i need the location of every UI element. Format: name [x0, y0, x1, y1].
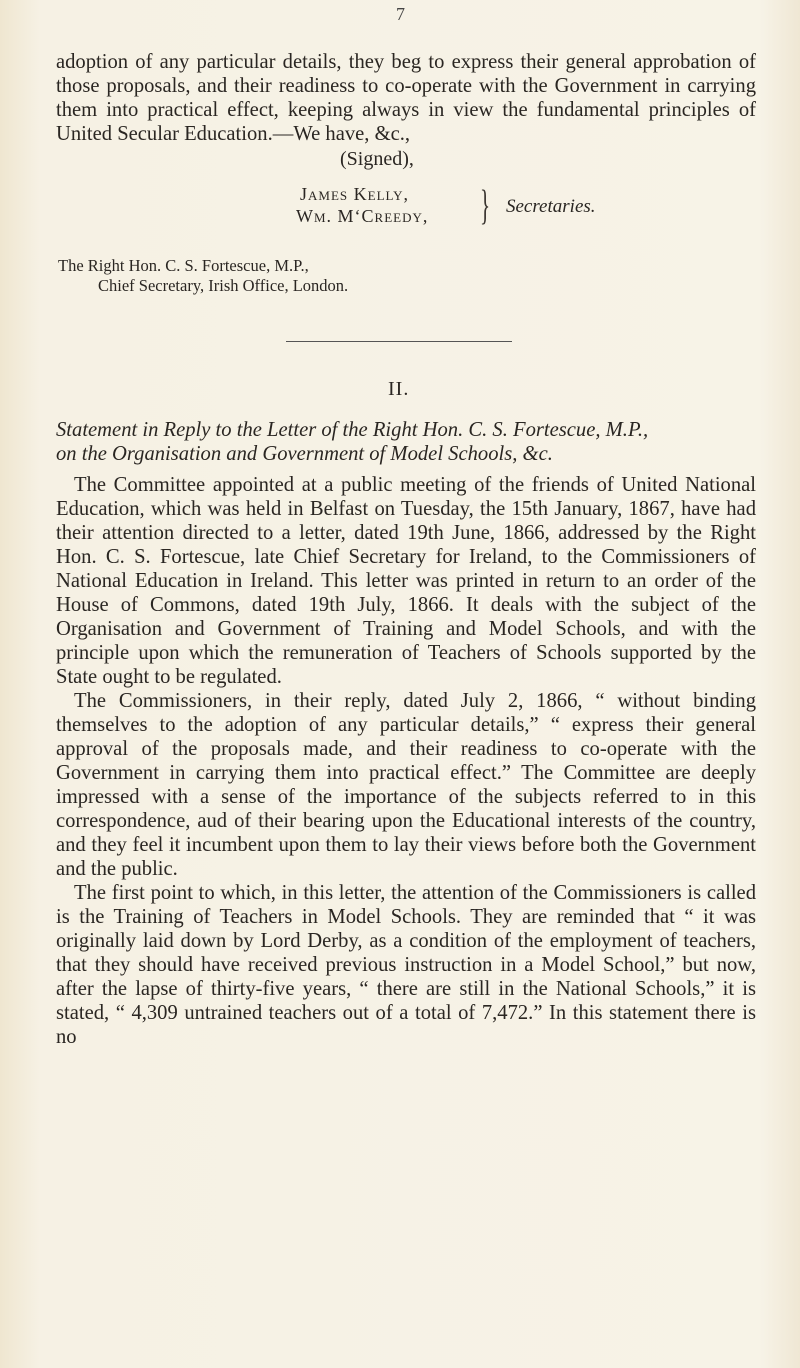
body-paragraph: The first point to which, in this letter, the attention of the Commissioners is called is the Training of Teachers in Model Schools. They are reminded that “ it was originally laid down by Lord Derby, as a condition of the employment of teachers, that they should have received previous instruction in a Model School,” but now, after the lapse of thirty-five years, “ there are still in the National Schools,” it is stated, “ 4,309 untrained teachers out of a total of 7,472.” In this statement there is no [56, 882, 756, 1048]
section-heading-line-1: Statement in Reply to the Letter of the Right Hon. C. S. Fortescue, M.P., [56, 419, 649, 441]
section-divider [286, 341, 512, 342]
addressee-line-2: Chief Secretary, Irish Office, London. [98, 276, 349, 295]
page-number: 7 [396, 4, 405, 24]
signature-block [296, 184, 626, 236]
body-paragraph: The Committee appointed at a public meeting of the friends of United National Education, which was held in Belfast on Tuesday, the 15th January, 1867, have had their attention directed to a letter, dated 19th June, 1866, addressed by the Right Hon. C. S. Fortescue, late Chief Secretary for Ireland, to the Commissioners of National Education in Ireland. This letter was printed in return to an order of the House of Commons, dated 19th July, 1866. It deals with the subject of the Organisation and Government of Training and Model Schools, and with the principle upon which the remuneration of Teachers of Schools supported by the State ought to be regulated. [56, 474, 756, 688]
signatory-name: James Kelly, [300, 184, 410, 204]
section-heading-line-2: on the Organisation and Government of Model Schools, &c. [56, 443, 553, 465]
opening-paragraph [56, 50, 756, 146]
opening-paragraph-text: adoption of any particular details, they beg to express their general approbation of those proposals, and their readiness to co-operate with the Government in carrying them into practical effect, keeping always in view the fundamental principles of United Secular Education.—We have, &c., [56, 51, 756, 145]
addressee [58, 256, 348, 296]
signed-label: (Signed), [340, 148, 414, 170]
section-number: II. [388, 378, 410, 400]
body-paragraph: The Commissioners, in their reply, dated July 2, 1866, “ without binding themselves to the adoption of any particular details,” “ express their general approval of the proposals made, and their readiness to co-operate with the Government in carrying them into practical effect.” The Committee are deeply impressed with a sense of the importance of the subjects referred to in this correspondence, aud of their bearing upon the Educational interests of the country, and they feel it incumbent upon them to lay their views before both the Government and the public. [56, 690, 756, 880]
signatory-name: Wm. M‘Creedy, [296, 206, 429, 226]
signatories-role: Secretaries. [506, 196, 596, 217]
right-brace-icon: } [480, 183, 491, 229]
addressee-line-1: The Right Hon. C. S. Fortescue, M.P., [58, 256, 309, 275]
body-text [56, 473, 756, 1049]
section-heading [56, 418, 756, 466]
